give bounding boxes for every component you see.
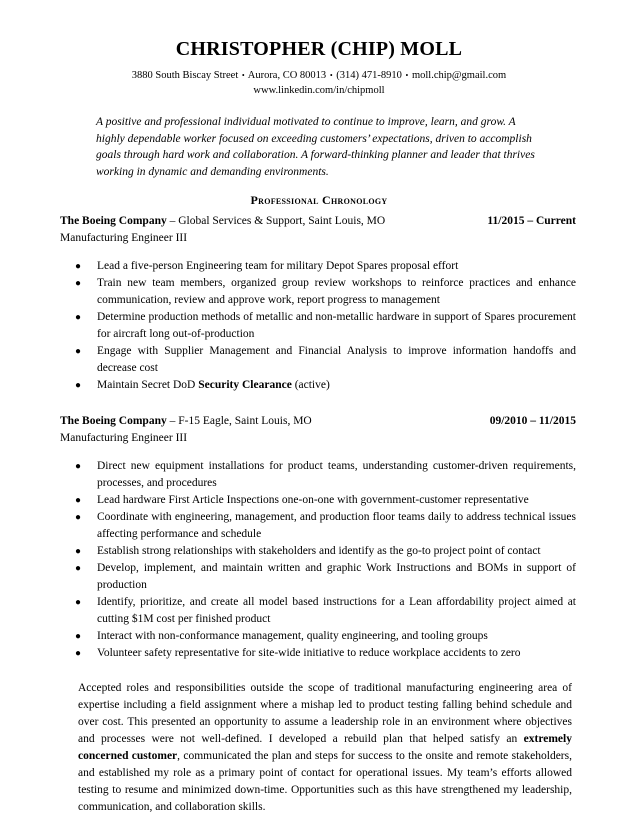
list-item: ● Lead a five-person Engineering team for military Depot Spares proposal effort <box>60 258 576 275</box>
section-title: Professional Chronology <box>250 193 388 207</box>
closing-bold: extremely concerned customer <box>78 733 572 762</box>
list-item: ● Direct new equipment installations for product teams, understanding customer-driven requirements, processes, and procedures <box>75 460 576 489</box>
contact-info <box>0 68 638 98</box>
job-header <box>60 413 576 447</box>
job-division: – Global Services & Support, Saint Louis, MO <box>166 215 386 227</box>
bullet-icon: ● <box>75 346 82 357</box>
city: Aurora, CO 80013 <box>247 70 327 81</box>
linkedin-link[interactable]: www.linkedin.com/in/chipmoll <box>253 85 385 96</box>
email-link[interactable]: moll.chip@gmail.com <box>411 70 507 81</box>
list-item: ● Establish strong relationships with stakeholders and identify as the go-to project point of contact <box>60 543 576 560</box>
job-bullets <box>60 258 576 394</box>
bullet-icon: ● <box>75 597 82 608</box>
job-title: Manufacturing Engineer III <box>60 232 188 244</box>
company-name: The Boeing Company <box>60 215 167 227</box>
job-bullets <box>60 458 576 662</box>
list-item: ● Develop, implement, and maintain written and graphic Work Instructions and BOMs in support of production <box>75 562 576 591</box>
bullet-icon: ● <box>75 312 82 323</box>
list-item: ● Volunteer safety representative for site-wide initiative to reduce workplace accidents to zero <box>60 645 576 662</box>
bullet-icon: ● <box>75 461 82 472</box>
candidate-name: CHRISTOPHER (CHIP) MOLL <box>175 38 463 60</box>
security-clearance: Security Clearance <box>198 379 292 391</box>
bullet-icon: ● <box>75 546 82 557</box>
company-name: The Boeing Company <box>60 415 167 427</box>
job-header <box>60 213 576 247</box>
summary-paragraph: A positive and professional individual motivated to continue to improve, learn, and grow. A highly dependable worker focused on exceeding customers’ expectations, driven to accomplish goals through hard work and collaboration. A forward-thinking planner and leader that thrives working in dynamic and demanding environments. <box>96 116 535 178</box>
bullet-icon: ● <box>75 380 82 391</box>
bullet-icon: ● <box>75 278 82 289</box>
list-item: ● Lead hardware First Article Inspections one-on-one with government-customer representative <box>60 492 576 509</box>
separator-dot: • <box>329 71 333 80</box>
bullet-icon: ● <box>75 631 82 642</box>
bullet-icon: ● <box>75 495 82 506</box>
job-dates: 11/2015 – Current <box>487 215 576 227</box>
list-item: ● Coordinate with engineering, management, and production floor teams daily to address technical issues affecting performance and schedule <box>75 511 576 540</box>
address: 3880 South Biscay Street <box>131 70 239 81</box>
list-item: ● Interact with non-conformance management, quality engineering, and tooling groups <box>60 628 576 645</box>
list-item: ● Train new team members, organized group review workshops to reinforce practices and enhance communication, review and approve work, report progress to management <box>75 277 576 306</box>
job-division: – F-15 Eagle, Saint Louis, MO <box>166 415 312 427</box>
list-item: ● Maintain Secret DoD Security Clearance (active) <box>60 377 576 394</box>
list-item: ● Engage with Supplier Management and Financial Analysis to improve information handoffs and decrease cost <box>75 345 576 374</box>
list-item: ● Identify, prioritize, and create all model based instructions for a Lean affordability project aimed at cutting $1M cost per finished product <box>75 596 576 625</box>
job-company-line <box>60 213 385 230</box>
separator-dot: • <box>241 71 245 80</box>
list-item: ● Determine production methods of metallic and non-metallic hardware in support of Spares procurement for aircraft long out-of-production <box>75 311 576 340</box>
contact-line-1 <box>0 68 638 83</box>
bullet-icon: ● <box>75 563 82 574</box>
separator-dot: • <box>405 71 409 80</box>
phone: (314) 471-8910 <box>336 70 402 81</box>
job-company-line <box>60 413 312 430</box>
job-dates: 09/2010 – 11/2015 <box>489 415 576 427</box>
job-title: Manufacturing Engineer III <box>60 432 188 444</box>
bullet-icon: ● <box>75 512 82 523</box>
closing-paragraph: Accepted roles and responsibilities outside the scope of traditional manufacturing engineering area of expertise including a field assignment where a mishap led to product testing falling behind schedule and over cost. This presented an opportunity to assume a leadership role in an environment where objectives and processes were not well-defined. I developed a rebuild plan that helped satisfy an extremely concerned customer, communicated the plan and steps for success to the onsite and remote stakeholders, and established my role as a primary point of contact for operational issues. My team’s efforts allowed testing to resume and minimized down-time. Opportunities such as this have strengthened my leadership, communication, and collaboration skills. <box>78 682 572 813</box>
bullet-icon: ● <box>75 648 82 659</box>
bullet-icon: ● <box>75 261 82 272</box>
